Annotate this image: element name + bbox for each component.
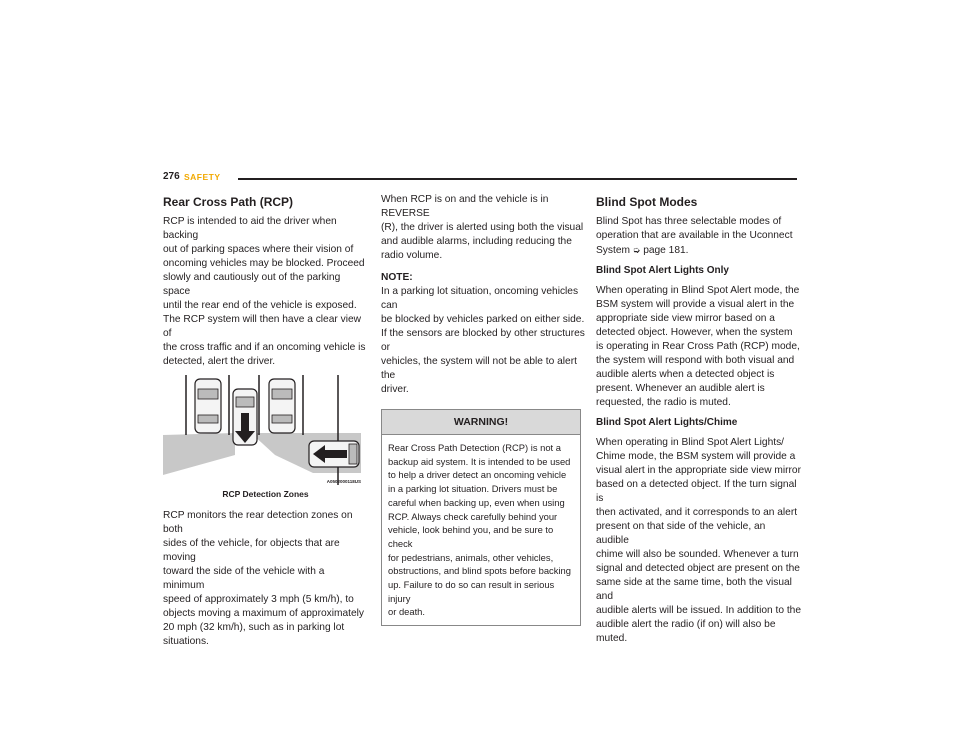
note-label: NOTE: xyxy=(381,272,413,283)
page-reference-link[interactable]: page 181. xyxy=(643,245,689,256)
rcp-heading: Rear Cross Path (RCP) xyxy=(163,195,294,209)
page-reference-arrow-icon: ➭ xyxy=(632,245,641,255)
column-right xyxy=(596,195,801,652)
rcp-monitoring-paragraph: RCP monitors the rear detection zones on both sides of the vehicle, for objects that are moving toward the side of the vehicle with a minimum speed of approximately 3 mph (5 km/h), to objects moving a maximum of approximately 20 mph (32 km/h), such as in parking lot situations. xyxy=(163,510,364,647)
section-title: SAFETY xyxy=(184,172,221,182)
warning-text: Rear Cross Path Detection (RCP) is not a backup aid system. It is intended to be used to help a driver detect an oncoming vehicle in a parking lot situation. Drivers must be careful when backing up, even when using RCP. Always check carefully behind your vehicle, look behind you, and be sure to check for pedestrians, animals, other vehicles, obstructions, and blind spots before backing up. Failure to do so can result in serious injury or death. xyxy=(388,442,571,618)
mode-lights-chime-paragraph: When operating in Blind Spot Alert Lights/ Chime mode, the BSM system will provide a visual alert in the appropriate side view mirror based on a detected object. If the turn signal is then activated, and it corresponds to an alert present on that side of the vehicle, an audible chime will also be sounded. Whenever a turn signal and detected object are present on the same side at the same time, both the visual and audible alerts will be issued. In addition to the audible alert the radio (if on) will also be muted. xyxy=(596,437,802,644)
bsm-intro-text: Blind Spot has three selectable modes of operation that are available in the Uconnect System xyxy=(596,216,793,256)
figure-caption: RCP Detection Zones xyxy=(222,489,309,499)
rcp-reverse-paragraph: When RCP is on and the vehicle is in REVERSE (R), the driver is alerted using both the visual and audible alarms, including reducing the radio volume. xyxy=(381,194,584,261)
warning-box xyxy=(381,409,581,626)
page-header xyxy=(163,173,797,185)
note-text: In a parking lot situation, oncoming vehicles can be blocked by vehicles parked on either side. If the sensors are blocked by other structures or vehicles, the system will not be able to alert the driver. xyxy=(381,286,585,395)
mode-lights-chime-heading: Blind Spot Alert Lights/Chime xyxy=(596,417,738,428)
mode-lights-only-paragraph: When operating in Blind Spot Alert mode, the BSM system will provide a visual alert in the appropriate side view mirror based on a detected object. However, when the system is operating in Rear Cross Path (RCP) mode, the system will respond with both visual and audible alerts when a detected object is present. Whenever an audible alert is requested, the radio is muted. xyxy=(596,285,800,408)
figure-code: A0502000118US xyxy=(326,479,361,484)
page-number: 276 xyxy=(163,171,180,182)
rcp-detection-zones-figure xyxy=(163,375,361,485)
header-rule xyxy=(238,178,797,180)
warning-title: WARNING! xyxy=(382,410,580,435)
column-left xyxy=(163,195,368,655)
bsm-intro-paragraph xyxy=(596,215,801,258)
bsm-heading: Blind Spot Modes xyxy=(596,195,698,209)
mode-lights-only-heading: Blind Spot Alert Lights Only xyxy=(596,265,729,276)
rcp-intro-paragraph: RCP is intended to aid the driver when backing out of parking spaces where their vision of oncoming vehicles may be blocked. Proceed slowly and cautiously out of the parking space until the rear end of the vehicle is exposed. The RCP system will then have a clear view of the cross traffic and if an oncoming vehicle is detected, alert the driver. xyxy=(163,216,366,367)
column-middle xyxy=(381,193,586,626)
parking-lot-illustration xyxy=(163,375,361,485)
